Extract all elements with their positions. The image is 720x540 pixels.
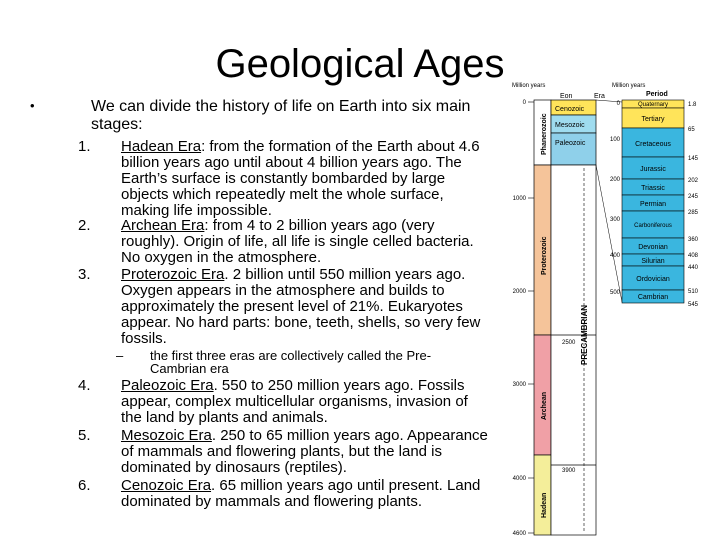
item-number: 1. bbox=[78, 138, 91, 155]
era-description: . 250 to 65 million years ago. Appearance of mammals and flowering plants, but the land is dominated by dinosaurs (reptiles). bbox=[121, 427, 488, 476]
mid-tick: 500 bbox=[609, 290, 620, 296]
eon-label-proterozoic: Proterozoic bbox=[541, 236, 548, 275]
boundary-label-3900: 3900 bbox=[562, 468, 576, 474]
item-number: 3. bbox=[78, 266, 91, 283]
period-label: Quaternary bbox=[637, 102, 669, 108]
item-number: 2. bbox=[78, 217, 91, 234]
header-eon: Eon bbox=[560, 93, 573, 100]
list-item bbox=[78, 428, 488, 476]
mid-tick: 300 bbox=[609, 217, 620, 223]
mid-tick: 0 bbox=[616, 101, 620, 107]
period-label: Tertiary bbox=[641, 116, 665, 123]
period-label: Silurian bbox=[641, 258, 665, 265]
mid-tick: 400 bbox=[609, 253, 620, 259]
era-description: : from 4 to 2 billion years ago (very roughly). Origin of life, all life is single celled bacteria. No oxygen in the atmosphere. bbox=[121, 217, 474, 266]
period-age: 440 bbox=[688, 265, 699, 271]
period-label: Carboniferous bbox=[634, 223, 672, 229]
period-age: 360 bbox=[688, 237, 699, 243]
timescale-svg bbox=[506, 80, 720, 540]
geologic-timescale-figure bbox=[506, 80, 720, 540]
eon-label-hadean: Hadean bbox=[541, 492, 548, 518]
boundary-label-2500: 2500 bbox=[562, 340, 576, 346]
period-age: 202 bbox=[688, 178, 699, 184]
period-age: 65 bbox=[688, 127, 695, 133]
era-description: . 2 billion until 550 million years ago. Oxygen appears in the atmosphere and builds to approximately the present level of 21%. Eukaryotes appear. No hard parts: bone, teeth, shells, so very few fossils. bbox=[121, 266, 481, 347]
era-name: Mesozoic Era bbox=[121, 427, 212, 444]
era-label-mesozoic: Mesozoic bbox=[555, 122, 585, 129]
intro-text: We can divide the history of life on Earth into six main stages: bbox=[91, 98, 471, 133]
period-age: 285 bbox=[688, 210, 699, 216]
era-label-cenozoic: Cenozoic bbox=[555, 106, 585, 113]
subnote-text: the first three eras are collectively called the Pre-Cambrian era bbox=[150, 348, 432, 376]
header-million-years-right: Million years bbox=[612, 83, 646, 89]
era-paleozoic-block bbox=[551, 133, 596, 165]
period-label: Jurassic bbox=[640, 166, 666, 173]
period-age: 1.8 bbox=[688, 102, 697, 108]
era-name: Paleozoic Era bbox=[121, 377, 214, 394]
header-period: Period bbox=[646, 91, 668, 98]
left-tick: 2000 bbox=[512, 289, 526, 295]
period-label: Ordovician bbox=[636, 276, 670, 283]
left-tick: 3000 bbox=[512, 382, 526, 388]
period-label: Permian bbox=[639, 201, 667, 208]
list-item bbox=[78, 139, 488, 219]
era-name: Hadean Era bbox=[121, 138, 202, 155]
slide-title: Geological Ages bbox=[215, 42, 505, 86]
period-label: Cretaceous bbox=[635, 141, 671, 148]
era-precambrian-area bbox=[551, 165, 596, 535]
era-description: . 65 million years ago until present. Land dominated by mammals and flowering plants. bbox=[121, 477, 481, 510]
item-number: 4. bbox=[78, 377, 91, 394]
period-age: 510 bbox=[688, 289, 699, 295]
mid-tick: 200 bbox=[609, 177, 620, 183]
period-age: 145 bbox=[688, 156, 699, 162]
subnote bbox=[116, 349, 476, 375]
era-label-paleozoic: Paleozoic bbox=[555, 140, 586, 147]
header-million-years-left: Million years bbox=[512, 83, 546, 89]
list-item bbox=[78, 267, 488, 347]
item-number: 6. bbox=[78, 477, 91, 494]
period-label: Devonian bbox=[638, 244, 668, 251]
era-name: Proterozoic Era bbox=[121, 266, 225, 283]
subnote-dash: – bbox=[116, 348, 124, 363]
period-age: 408 bbox=[688, 253, 699, 259]
precambrian-label: PRECAMBRIAN bbox=[580, 305, 589, 365]
period-age: 545 bbox=[688, 302, 699, 308]
list-item bbox=[78, 478, 488, 510]
item-number: 5. bbox=[78, 427, 91, 444]
left-tick: 4000 bbox=[512, 476, 526, 482]
bullet-marker: • bbox=[30, 98, 35, 113]
header-era: Era bbox=[594, 93, 605, 100]
eon-label-phanerozoic: Phanerozoic bbox=[541, 113, 548, 155]
left-tick: 4600 bbox=[512, 531, 526, 537]
mid-tick: 100 bbox=[609, 137, 620, 143]
period-label: Cambrian bbox=[637, 294, 669, 301]
list-item bbox=[78, 378, 488, 426]
left-tick: 1000 bbox=[512, 196, 526, 202]
era-description: . 550 to 250 million years ago. Fossils appear, complex multicellular organisms, invasion of the land by plants and animals. bbox=[121, 377, 468, 426]
era-description: : from the formation of the Earth about 4.6 billion years ago until about 4 billion years ago. The Earth’s surface is constantly bombarded by large objects which repeatedly melt the whole surface, making life impossible. bbox=[121, 138, 480, 219]
period-label: Triassic bbox=[641, 185, 665, 192]
list-item bbox=[78, 218, 488, 266]
eon-label-archean: Archean bbox=[541, 391, 548, 420]
period-age: 245 bbox=[688, 194, 699, 200]
left-tick: 0 bbox=[522, 100, 526, 106]
era-name: Archean Era bbox=[121, 217, 205, 234]
era-name: Cenozoic Era bbox=[121, 477, 212, 494]
